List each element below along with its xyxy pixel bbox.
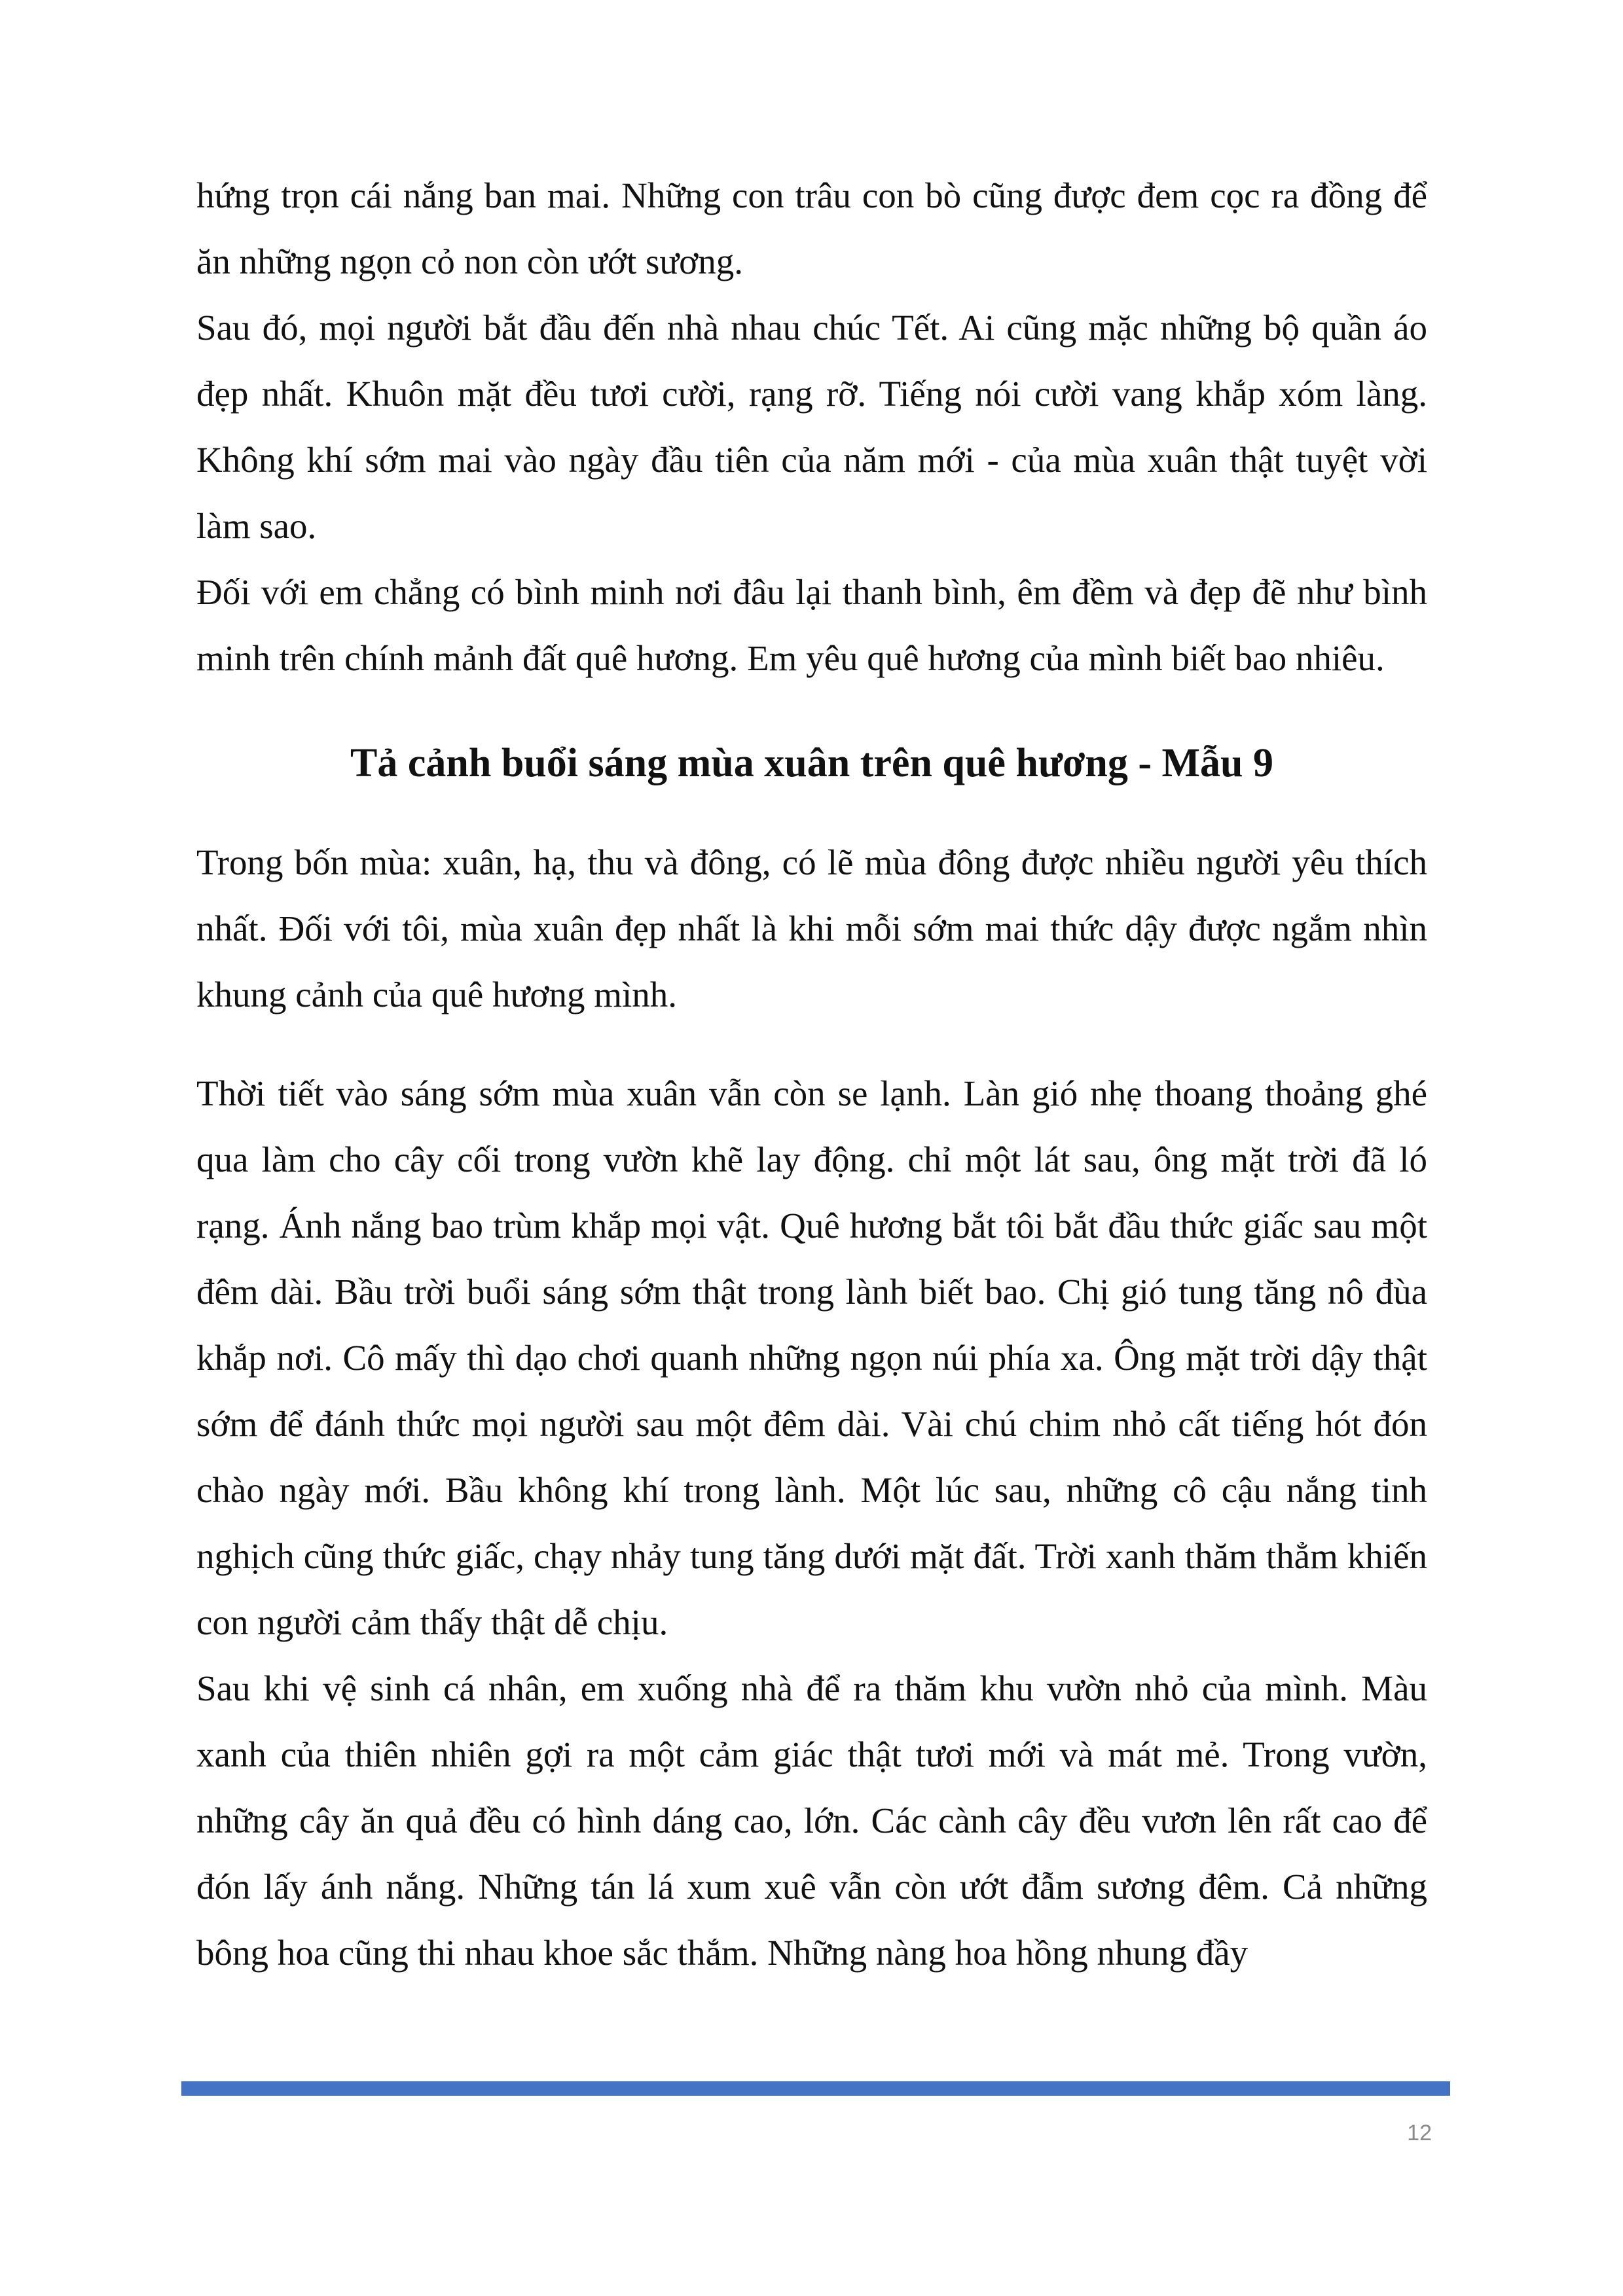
- paragraph: Thời tiết vào sáng sớm mùa xuân vẫn còn se lạnh. Làn gió nhẹ thoang thoảng ghé qua làm cho cây cối trong vườn khẽ lay động. chỉ một lát sau, ông mặt trời đã ló rạng. Ánh nắng bao trùm khắp mọi vật. Quê hương bắt tôi bắt đầu thức giấc sau một đêm dài. Bầu trời buổi sáng sớm thật trong lành biết bao. Chị gió tung tăng nô đùa khắp nơi. Cô mấy thì dạo chơi quanh những ngọn núi phía xa. Ông mặt trời dậy thật sớm để đánh thức mọi người sau một đêm dài. Vài chú chim nhỏ cất tiếng hót đón chào ngày mới. Bầu không khí trong lành. Một lúc sau, những cô cậu nắng tinh nghịch cũng thức giấc, chạy nhảy tung tăng dưới mặt đất. Trời xanh thăm thẳm khiến con người cảm thấy thật dễ chịu.: [196, 1073, 1427, 1642]
- paragraph: Sau khi vệ sinh cá nhân, em xuống nhà để ra thăm khu vườn nhỏ của mình. Màu xanh của thiên nhiên gợi ra một cảm giác thật tươi mới và mát mẻ. Trong vườn, những cây ăn quả đều có hình dáng cao, lớn. Các cành cây đều vươn lên rất cao để đón lấy ánh nắng. Những tán lá xum xuê vẫn còn ướt đẫm sương đêm. Cả những bông hoa cũng thi nhau khoe sắc thắm. Những nàng hoa hồng nhung đầy: [196, 1668, 1427, 1973]
- footer-divider: [181, 2081, 1450, 2096]
- paragraph: Sau đó, mọi người bắt đầu đến nhà nhau chúc Tết. Ai cũng mặc những bộ quần áo đẹp nhất. Khuôn mặt đều tươi cười, rạng rỡ. Tiếng nói cười vang khắp xóm làng. Không khí sớm mai vào ngày đầu tiên của năm mới - của mùa xuân thật tuyệt vời làm sao.: [196, 308, 1427, 546]
- page-content: [196, 162, 1427, 1986]
- paragraph: Đối với em chẳng có bình minh nơi đâu lại thanh bình, êm đềm và đẹp đẽ như bình minh trên chính mảnh đất quê hương. Em yêu quê hương của mình biết bao nhiêu.: [196, 572, 1427, 678]
- paragraph: hứng trọn cái nắng ban mai. Những con trâu con bò cũng được đem cọc ra đồng để ăn những ngọn cỏ non còn ướt sương.: [196, 175, 1427, 281]
- section-heading: Tả cảnh buổi sáng mùa xuân trên quê hương - Mẫu 9: [350, 741, 1273, 785]
- page-number: 12: [1407, 2121, 1432, 2145]
- paragraph: Trong bốn mùa: xuân, hạ, thu và đông, có lẽ mùa đông được nhiều người yêu thích nhất. Đối với tôi, mùa xuân đẹp nhất là khi mỗi sớm mai thức dậy được ngắm nhìn khung cảnh của quê hương mình.: [196, 842, 1427, 1014]
